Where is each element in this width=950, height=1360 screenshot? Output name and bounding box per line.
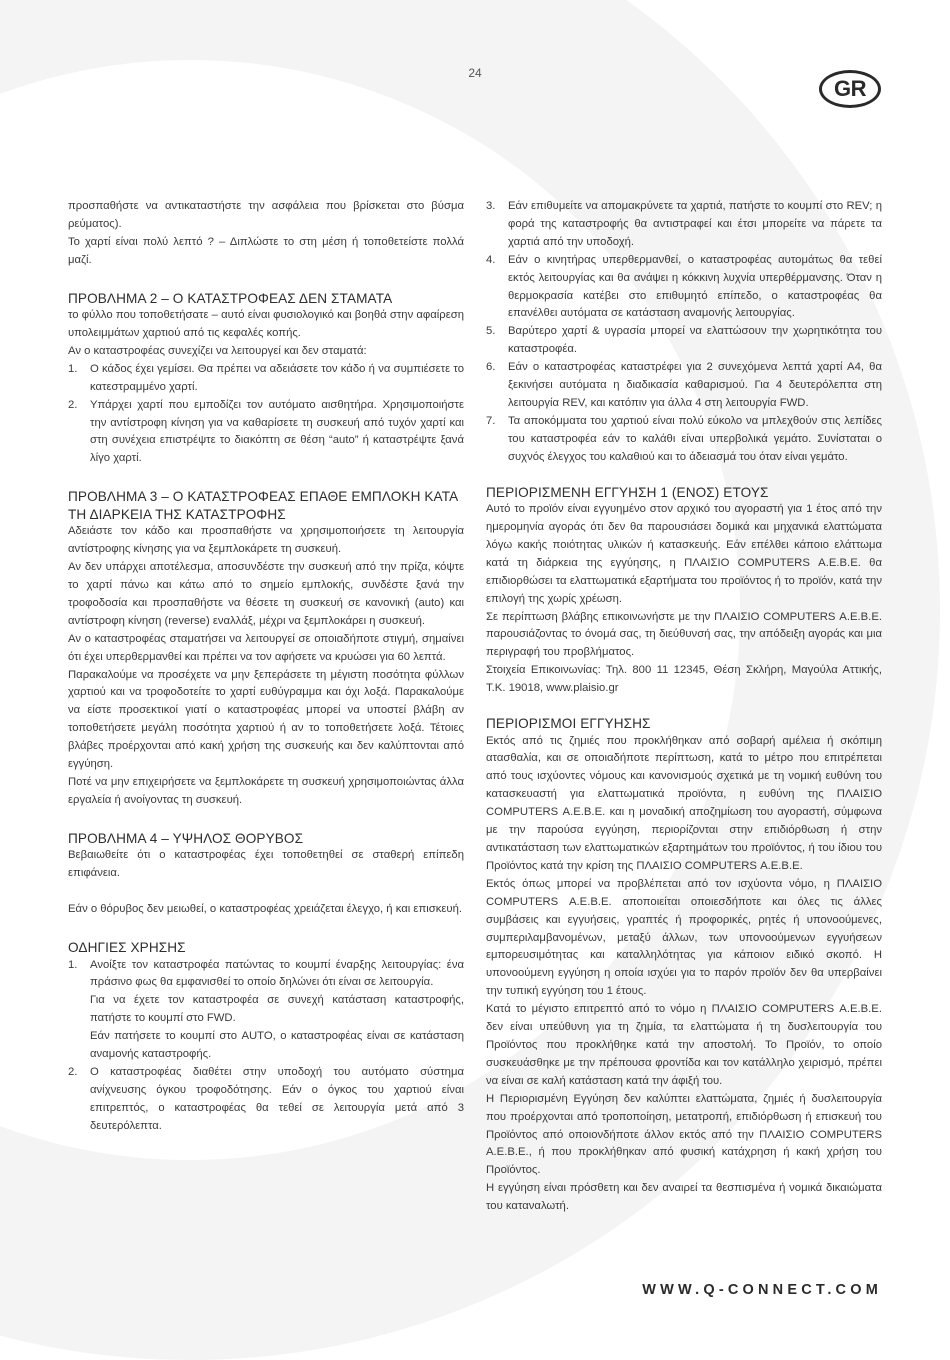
paragraph: Εκτός από τις ζημιές που προκλήθηκαν από σοβαρή αμέλεια ή σκόπιμη ατασθαλία, και σε οποιαδήποτε περίπτωση, κατά το μέτρο που επιτρέπεται από τους ισχύοντες νόμους και κανονισμούς σχετικά με τη νομική ευθύνη του κατασκευαστή για ελαττωματικά προϊόντα, η ευθύνη της ΠΛΑΙΣΙΟ COMPUTERS Α.Ε.Β.Ε. και η μοναδική αποζημίωση του αγοραστή, σύμφωνα με την παρούσα εγγύηση, περιορίζονται στην επιδιόρθωση ή στην αντικατάσταση των ελαττωματικών εξαρτημάτων του προϊόντος, ή του ίδιου του Προϊόντος κατά την κρίση της ΠΛΑΙΣΙΟ COMPUTERS Α.Ε.Β.Ε. [486, 734, 882, 872]
list-number: 1. [68, 362, 78, 375]
intro-paragraph: Το χαρτί είναι πολύ λεπτό ? – Διπλώστε το στη μέση ή τοποθετείστε πολλά μαζί. [68, 235, 464, 266]
language-badge: GR [819, 70, 881, 108]
intro-paragraph: προσπαθήστε να αντικαταστήστε την ασφάλεια που βρίσκεται στο βύσμα ρεύματος). [68, 200, 464, 230]
page-number: 24 [468, 66, 482, 80]
section-heading-problem-4: ΠΡΟΒΛΗΜΑ 4 – ΥΨΗΛΟΣ ΘΟΡΥΒΟΣ [68, 830, 304, 846]
list-item [486, 359, 882, 413]
paragraph: Στοιχεία Επικοινωνίας: Τηλ. 800 11 12345, Θέση Σκλήρη, Μαγούλα Αττικής, Τ.Κ. 19018, www.plaisio.gr [486, 664, 882, 695]
paragraph: Αν ο καταστροφέας συνεχίζει να λειτουργεί και δεν σταματά: [68, 344, 367, 357]
list-item-text: Ο καταστροφέας διαθέτει στην υποδοχή του αυτόματο σύστημα ανίχνευσης όγκου τροφοδότησης. Εάν ο όγκος του χαρτιού είναι επιτρεπτός, ο καταστροφέας θα τεθεί σε λειτουργία μετά από 3 δευτερόλεπτα. [90, 1065, 464, 1132]
section-heading-problem-3: ΠΡΟΒΛΗΜΑ 3 – Ο ΚΑΤΑΣΤΡΟΦΕΑΣ ΕΠΑΘΕ ΕΜΠΛΟΚΗ ΚΑΤΑ ΤΗ ΔΙΑΡΚΕΙΑ ΤΗΣ ΚΑΤΑΣΤΡΟΦΗΣ [68, 489, 458, 522]
list-number: 7. [486, 414, 496, 427]
right-column [486, 198, 882, 1216]
list-item-text: Βαρύτερο χαρτί & υγρασία μπορεί να ελαττώσουν την χωρητικότητα του καταστροφέα. [508, 325, 882, 356]
paragraph: Βεβαιωθείτε ότι ο καταστροφέας έχει τοποθετηθεί σε σταθερή επίπεδη επιφάνεια. [68, 849, 464, 880]
list-item [486, 323, 882, 359]
paragraph: Παρακαλούμε να προσέχετε να μην ξεπεράσετε τη μέγιστη ποσότητα φύλλων χαρτιού και να τροφοδοτείτε το χαρτί ευθύγραμμα και όχι λοξά. Παρακαλούμε να είστε προσεκτικοί γιατί ο καταστροφέας μπορεί να υποστεί βλάβη αν τοποθετήσετε μεγάλη ποσότητα χαρτιού ή αν το τοποθετήσετε λοξά. Τέτοιες βλάβες προέρχονται από κακή χρήση της συσκευής και δεν καλύπτονται από εγγύηση. [68, 668, 464, 771]
section-heading-problem-2: ΠΡΟΒΛΗΜΑ 2 – Ο ΚΑΤΑΣΤΡΟΦΕΑΣ ΔΕΝ ΣΤΑΜΑΤΑ [68, 290, 393, 306]
paragraph: Αδειάστε τον κάδο και προσπαθήστε να χρησιμοποιήσετε τη λειτουργία αντίστροφης κίνησης για να ξεμπλοκάρετε τη συσκευή. [68, 525, 464, 556]
list-number: 2. [68, 398, 78, 411]
left-column [68, 198, 464, 1136]
list-item-subtext: Για να έχετε τον καταστροφέα σε συνεχή κατάσταση καταστροφής, πατήστε το κουμπί στο FWD. [90, 994, 464, 1025]
list-number: 6. [486, 361, 496, 374]
list-item-text: Ανοίξτε τον καταστροφέα πατώντας το κουμπί έναρξης λειτουργίας: ένα πράσινο φως θα εμφανισθεί το οποίο δηλώνει ότι είναι σε λειτουργία. [90, 958, 464, 989]
list-number: 2. [68, 1065, 78, 1078]
list-item-text: Υπάρχει χαρτί που εμποδίζει τον αυτόματο αισθητήρα. Χρησιμοποιήστε την αντίστροφη κίνηση για να καθαρίσετε τη συσκευή από τυχόν χαρτί και στη συνέχεια επιστρέψτε το διακόπτη σε θέση “auto” ή καταστρέψτε ξανά λίγο χαρτί. [90, 398, 464, 465]
paragraph: το φύλλο που τοποθετήσατε – αυτό είναι φυσιολογικό και βοηθά στην αφαίρεση υπολειμμάτων χαρτιού από τις κεφαλές κοπής. [68, 309, 464, 340]
numbered-list [68, 361, 464, 468]
list-number: 5. [486, 325, 496, 338]
list-item-text: Εάν επιθυμείτε να απομακρύνετε τα χαρτιά, πατήστε το κουμπί στο REV; η φορά της καταστροφής θα αντιστραφεί και έτσι μπορείτε να πάρετε τα χαρτιά από την υποδοχή. [508, 200, 882, 248]
list-item [68, 957, 464, 1064]
list-item [68, 361, 464, 397]
list-item-text: Τα αποκόμματα του χαρτιού είναι πολύ εύκολο να μπλεχθούν στις λεπίδες του καταστροφέα εάν το καλάθι είναι υπερβολικά γεμάτο. Συνίσταται ο συχνός έλεγχος του καλαθιού και το άδειασμά του όταν είναι γεμάτο. [508, 414, 882, 463]
list-number: 3. [486, 200, 496, 212]
footer-website-url: WWW.Q-CONNECT.COM [642, 1282, 882, 1298]
paragraph: Εκτός όπως μπορεί να προβλέπεται από τον ισχύοντα νόμο, η ΠΛΑΙΣΙΟ COMPUTERS Α.Ε.Β.Ε. αποποιείται οποιεσδήποτε και όλες τις άλλες συμβάσεις και εγγυήσεις, γραπτές ή προφορικές, ρητές ή υπονοούμενες, συμπεριλαμβανομένων, μεταξύ άλλων, των υπονοούμενων εγγυήσεων εμπορευσιμότητας και καταλληλότητας για κάποιον ειδικό σκοπό. Η υπονοούμενη εγγύηση η οποία ισχύει για το παρόν προϊόν δεν θα υπερβαίνει την τυπική εγγύηση του 1 έτους. [486, 877, 882, 998]
paragraph: Αν δεν υπάρχει αποτέλεσμα, αποσυνδέστε την συσκευή από την πρίζα, κόψτε το χαρτί πάνω και κάτω από το σημείο εμπλοκής, συνδέστε ξανά την τροφοδοσία και προσπαθήστε να θέσετε τη συσκευή σε κανονική (auto) και αντίστροφη κίνηση (reverse) εναλλάξ, μέχρι να ξεμπλοκάρει η συσκευή. [68, 561, 464, 627]
list-number: 1. [68, 958, 78, 971]
paragraph: Αυτό το προϊόν είναι εγγυημένο στον αρχικό του αγοραστή για 1 έτος από την ημερομηνία αγοράς ότι δεν θα παρουσιάσει δομικά και μηχανικά ελαττώματα λόγω κακής ποιότητας υλικών ή κατασκευής. Εάν επέλθει κάποιο ελάττωμα κατά τη διάρκεια της εγγύησης, η ΠΛΑΙΣΙΟ COMPUTERS Α.Ε.Β.Ε. θα επιδιορθώσει τα ελαττωματικά εξαρτήματα του προϊόντος ή το προϊόν, κατά την επιλογή της χωρίς χρέωση. [486, 503, 882, 605]
list-item [486, 252, 882, 324]
paragraph: Αν ο καταστροφέας σταματήσει να λειτουργεί σε οποιαδήποτε στιγμή, σημαίνει ότι έχει υπερθερμανθεί και πρέπει να τον αφήσετε να κρυώσει για 60 λεπτά. [68, 632, 464, 663]
paragraph: Η Περιορισμένη Εγγύηση δεν καλύπτει ελαττώματα, ζημιές ή δυσλειτουργία που προέρχονται από τροποποίηση, μετατροπή, επιδιόρθωση ή επισκευή του Προϊόντος από οποιονδήποτε άλλον εκτός από την ΠΛΑΙΣΙΟ COMPUTERS Α.Ε.Β.Ε., ή που προκλήθηκαν από φυσική κατάχρηση ή κακή χρήση του Προϊόντος. [486, 1092, 882, 1177]
section-heading-warranty-limits: ΠΕΡΙΟΡΙΣΜΟΙ ΕΓΓΥΗΣΗΣ [486, 716, 651, 732]
list-item [486, 198, 882, 252]
list-item [68, 1064, 464, 1136]
paragraph: Ποτέ να μην επιχειρήσετε να ξεμπλοκάρετε τη συσκευή χρησιμοποιώντας άλλα εργαλεία ή ανοίγοντας τη συσκευή. [68, 775, 464, 806]
section-heading-warranty: ΠΕΡΙΟΡΙΣΜΕΝΗ ΕΓΓΥΗΣΗ 1 (ΕΝΟΣ) ΕΤΟΥΣ [486, 484, 769, 500]
list-item [486, 413, 882, 467]
list-item-subtext: Εάν πατήσετε το κουμπί στο AUTO, ο καταστροφέας είναι σε κατάσταση αναμονής καταστροφής. [90, 1030, 464, 1061]
list-number: 4. [486, 253, 496, 266]
list-item-text: Εάν ο καταστροφέας καταστρέφει για 2 συνεχόμενα λεπτά χαρτί Α4, θα ξεκινήσει αυτόματα η διαδικασία καθαρισμού. Για 4 δευτερόλεπτα στη λειτουργία REV, και κατόπιν για άλλα 4 στη λειτουργία FWD. [508, 361, 882, 409]
paragraph: Η εγγύηση είναι πρόσθετη και δεν αναιρεί τα θεσπισμένα ή νομικά δικαιώματα του καταναλωτή. [486, 1182, 882, 1213]
paragraph: Εάν ο θόρυβος δεν μειωθεί, ο καταστροφέας χρειάζεται έλεγχο, ή και επισκευή. [68, 903, 463, 916]
paragraph: Κατά το μέγιστο επιτρεπτό από το νόμο η ΠΛΑΙΣΙΟ COMPUTERS Α.Ε.Β.Ε. δεν είναι υπεύθυνη για τη ζημία, τα ελαττώματα ή τη δυσλειτουργία του Προϊόντος που προκλήθηκε κατά την αποστολή. Το Προϊόν, το οποίο συσκευάσθηκε με την πρέπουσα φροντίδα και τον κατάλληλο χειρισμό, πρέπει να είναι σε καλή κατάσταση κατά την άφιξή του. [486, 1003, 882, 1087]
numbered-list [486, 198, 882, 467]
list-item-text: Ο κάδος έχει γεμίσει. Θα πρέπει να αδειάσετε τον κάδο ή να συμπιέσετε το κατεστραμμένο χαρτί. [90, 362, 464, 393]
list-item-text: Εάν ο κινητήρας υπερθερμανθεί, ο καταστροφέας αυτομάτως θα τεθεί εκτός λειτουργίας και θα ανάψει η κόκκινη λυχνία υπερθέρμανσης. Όταν η θερμοκρασία κατέβει στο επιθυμητό επίπεδο, ο καταστροφέας θα επανέλθει αυτόματα σε κατάσταση αναμονής λειτουργίας. [508, 253, 882, 320]
paragraph: Σε περίπτωση βλάβης επικοινωνήστε με την ΠΛΑΙΣΙΟ COMPUTERS Α.Ε.Β.Ε. παρουσιάζοντας το όνομά σας, τη διεύθυνσή σας, την απόδειξη αγοράς και μια περιγραφή του προβλήματος. [486, 610, 882, 659]
numbered-list [68, 957, 464, 1136]
section-heading-instructions: ΟΔΗΓΙΕΣ ΧΡΗΣΗΣ [68, 940, 186, 955]
list-item [68, 397, 464, 469]
